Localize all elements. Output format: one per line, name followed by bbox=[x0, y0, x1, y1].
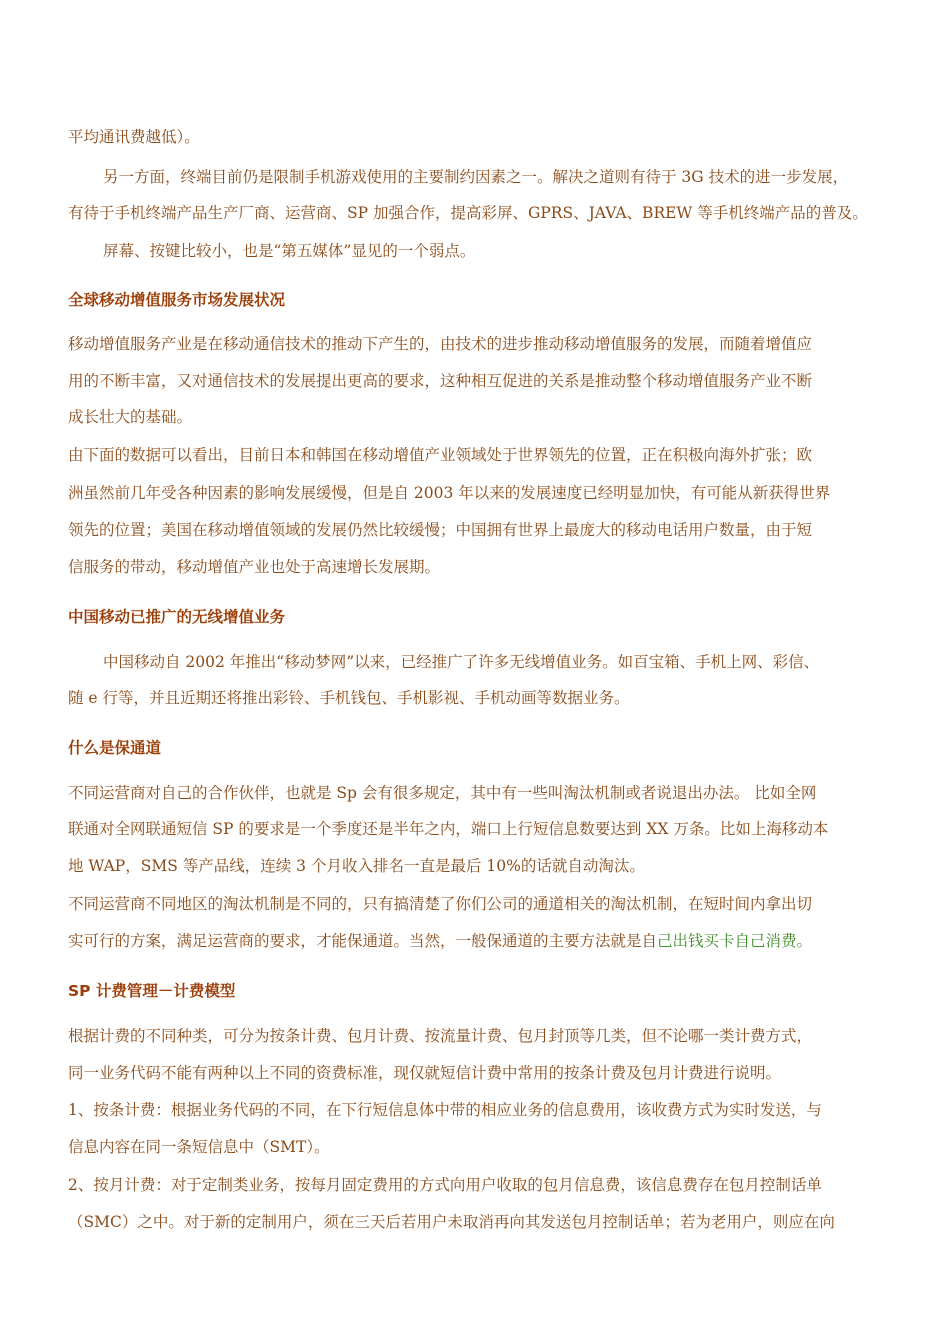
paragraph-line: 联通对全网联通短信 SP 的要求是一个季度还是半年之内，端口上行短信息数要达到 XX 万条。比如上海移动本 bbox=[68, 820, 829, 838]
paragraph-line: 地 WAP，SMS 等产品线，连续 3 个月收入排名一直是最后 10%的话就自动淘汰。 bbox=[68, 857, 645, 875]
paragraph-line: 中国移动自 2002 年推出“移动梦网”以来，已经推广了许多无线增值业务。如百宝箱、手机上网、彩信、 bbox=[103, 653, 820, 671]
paragraph-line: 洲虽然前几年受各种因素的影响发展缓慢，但是自 2003 年以来的发展速度已经明显加快，有可能从新获得世界 bbox=[68, 484, 831, 502]
paragraph-line: 不同运营商对自己的合作伙伴，也就是 Sp 会有很多规定，其中有一些叫淘汰机制或者说退出办法。 比如全网 bbox=[68, 784, 817, 802]
paragraph-text: 实可行的方案，满足运营商的要求，才能保通道。当然，一般保通道的主要方法就是自 bbox=[68, 932, 658, 950]
paragraph-line: 移动增值服务产业是在移动通信技术的推动下产生的，由技术的进步推动移动增值服务的发展，而随着增值应 bbox=[68, 335, 813, 353]
paragraph-line: 有待于手机终端产品生产厂商、运营商、SP 加强合作，提高彩屏、GPRS、JAVA、BREW 等手机终端产品的普及。 bbox=[68, 204, 868, 222]
paragraph-line: 2、按月计费：对于定制类业务，按每月固定费用的方式向用户收取的包月信息费，该信息费存在包月控制话单 bbox=[68, 1176, 822, 1194]
paragraph-line: 不同运营商不同地区的淘汰机制是不同的，只有搞清楚了你们公司的通道相关的淘汰机制，在短时间内拿出切 bbox=[68, 895, 813, 913]
paragraph-line: 根据计费的不同种类，可分为按条计费、包月计费、按流量计费、包月封顶等几类，但不论哪一类计费方式， bbox=[68, 1027, 813, 1045]
paragraph-line: 平均通讯费越低）。 bbox=[68, 128, 200, 146]
paragraph-line: 1、按条计费：根据业务代码的不同，在下行短信息体中带的相应业务的信息费用，该收费方式为实时发送，与 bbox=[68, 1101, 822, 1119]
paragraph-line: 随 e 行等，并且近期还将推出彩铃、手机钱包、手机影视、手机动画等数据业务。 bbox=[68, 689, 630, 707]
section-heading: 全球移动增值服务市场发展状况 bbox=[68, 291, 286, 309]
paragraph-line: 成长壮大的基础。 bbox=[68, 408, 193, 426]
paragraph-line: 屏幕、按键比较小，也是“第五媒体”显见的一个弱点。 bbox=[103, 242, 476, 260]
paragraph-line bbox=[68, 931, 812, 951]
paragraph-line: 领先的位置；美国在移动增值领域的发展仍然比较缓慢；中国拥有世界上最庞大的移动电话用户数量，由于短 bbox=[68, 521, 813, 539]
paragraph-line: 同一业务代码不能有两种以上不同的资费标准，现仅就短信计费中常用的按条计费及包月计费进行说明。 bbox=[68, 1064, 782, 1082]
paragraph-line: 信服务的带动，移动增值产业也处于高速增长发展期。 bbox=[68, 558, 441, 576]
paragraph-line: 另一方面，终端目前仍是限制手机游戏使用的主要制约因素之一。解决之道则有待于 3G 技术的进一步发展， bbox=[103, 168, 849, 186]
paragraph-line: 信息内容在同一条短信息中（SMT）。 bbox=[68, 1138, 330, 1156]
paragraph-line: 由下面的数据可以看出，目前日本和韩国在移动增值产业领域处于世界领先的位置，正在积极向海外扩张；欧 bbox=[68, 446, 813, 464]
section-heading: SP 计费管理－计费模型 bbox=[68, 982, 236, 1000]
highlighted-text: 己出钱买卡自己消费。 bbox=[657, 932, 813, 950]
paragraph-line: （SMC）之中。对于新的定制用户，须在三天后若用户未取消再向其发送包月控制话单；若为老用户，则应在向 bbox=[68, 1213, 835, 1231]
section-heading: 什么是保通道 bbox=[68, 739, 162, 757]
section-heading: 中国移动已推广的无线增值业务 bbox=[68, 608, 286, 626]
paragraph-line: 用的不断丰富，又对通信技术的发展提出更高的要求，这种相互促进的关系是推动整个移动增值服务产业不断 bbox=[68, 372, 813, 390]
